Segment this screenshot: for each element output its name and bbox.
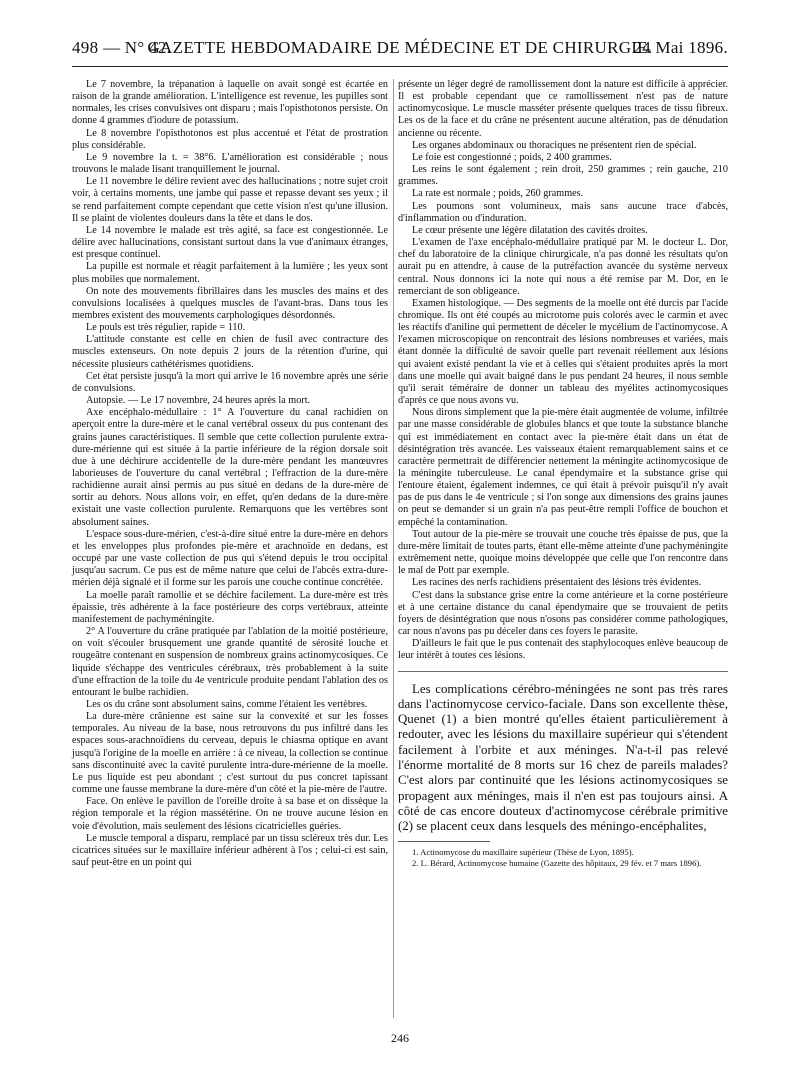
- paragraph: Les racines des nerfs rachidiens présentaient des lésions très évidentes.: [412, 577, 702, 589]
- paragraph: Le 11 novembre le délire revient avec des hallucinations ; notre sujet croit voir, à certains moments, une jambe qui passe et repasse devant ses yeux ; il se rend parfaitement compte cependant que cette vision n'est qu'une illusion. Il se plaint de violentes douleurs dans la tête et dans le dos.: [72, 176, 388, 224]
- histology-paragraph: Examen histologique. — Des segments de la moelle ont été durcis par l'acide chromique. Ils ont été coupés au microtome puis colorés avec le carmin et avec les réactifs d'aniline qui permettent de déceler le mycélium de l'actinomycose. A l'examen microscopique on rencontrait des lésions nombreuses et variées, mais étant donnée la difficulté de savoir quelle part revenait réellement aux lésions qui avaient existé pendant la vie et à celles qui s'étaient produites après la mort dans une moelle qui avait baigné dans le pus pendant 24 heures, il nous semble qu'il serait téméraire de donner un tableau des myélites actinomycosiques d'après ce que nous avons vu.: [398, 297, 728, 407]
- paragraph: La pupille est normale et réagit parfaitement à la lumière ; les yeux sont plus mobiles que normalement.: [72, 261, 388, 285]
- header-rule: [72, 66, 728, 67]
- paragraph: Les organes abdominaux ou thoraciques ne présentent rien de spécial.: [412, 139, 697, 151]
- paragraph: Le 7 novembre, la trépanation à laquelle on avait songé est écartée en raison de la grande amélioration. L'intelligence est revenue, les pupilles sont normales, les crises convulsives ont disparu ; mais l'opisthotonos persiste. On donne 4 grammes d'iodure de potassium.: [72, 79, 388, 127]
- left-column: [72, 79, 388, 869]
- paragraph: Axe encéphalo-médullaire : 1° A l'ouverture du canal rachidien on aperçoit entre la dure-mère et le canal vertébral osseux du pus contenant des grains jaunes caractéristiques. Il semble que cette collection purulente extra-dure-mérienne qui est située à la partie inférieure de la région dorsale soit due à une déchirure accidentelle de la dure-mère pendant les manœuvres laborieuses de l'ouverture du canal vertébral ; l'effraction de la dure-mère rachidienne aurait ainsi permis au pus situé en dedans de la dure-mère de sortir au dehors. Nous allons voir, en effet, qu'en dedans de la dure-mère existait une vaste collection purulente. Remarquons que les vertèbres sont absolument saines.: [72, 407, 388, 528]
- paragraph: On note des mouvements fibrillaires dans les muscles des mains et des convulsions localisées à quelques muscles de l'avant-bras. Dans tous les membres existent des mouvements carphologiques désordonnés.: [72, 285, 388, 321]
- paragraph: Le muscle temporal a disparu, remplacé par un tissu scléreux très dur. Les cicatrices situées sur le maxillaire inférieur adhèrent à l'os ; celui-ci est sain, sauf peut-être en un point qui: [72, 832, 388, 868]
- footnote: 1. Actinomycose du maxillaire supérieur (Thèse de Lyon, 1895).: [412, 847, 634, 858]
- paragraph: Le 8 novembre l'opisthotonos est plus accentué et l'état de prostration plus considérable.: [72, 127, 388, 151]
- paragraph: C'est dans la substance grise entre la corne antérieure et la corne postérieure et à une certaine distance du canal épendymaire que se trouvaient de petits foyers de désintégration que nous n'osons pas considérer comme pathologiques, car nous n'avons pas pu déceler dans ces foyers le parasite.: [398, 589, 728, 638]
- paragraph: Le 14 novembre le malade est très agité, sa face est congestionnée. Le délire avec hallucinations, consistant surtout dans la vue d'animaux étranges, est presque continuel.: [72, 224, 388, 261]
- paragraph: L'examen de l'axe encéphalo-médullaire pratiqué par M. le docteur L. Dor, chef du laboratoire de la clinique chirurgicale, n'a pas donné les résultats qu'on aurait pu en attendre, à cause de la putréfaction avancée du système nerveux central. Nous donnons ici la note qui nous a été remise par M. Dor, en le remerciant de son obligeance.: [398, 237, 728, 297]
- paragraph: La dure-mère crânienne est saine sur la convexité et sur les fosses temporales. Au niveau de la base, nous retrouvons du pus infiltré dans les espaces sous-arachnoïdiens du cerveau, depuis le chiasma optique en avant jusqu'à l'origine de la moelle en arrière : à ce niveau, la collection se continue sans discontinuité avec la cavité purulente intra-dure-mérienne de la moelle. Le pus liquide est peu abondant ; c'est surtout du pus concret tapissant comme une fausse membrane la dure-mère d'un côté et la pie-mère de l'autre.: [72, 711, 388, 796]
- issue-date: 24 Mai 1896.: [633, 38, 728, 57]
- paragraph: Le pouls est très régulier, rapide = 110.: [86, 322, 246, 334]
- paragraph: Le 9 novembre la t. = 38°6. L'amélioration est considérable ; nous trouvons le malade lisant tranquillement le journal.: [72, 151, 388, 176]
- page-number: 246: [391, 1031, 409, 1045]
- paragraph: Tout autour de la pie-mère se trouvait une couche très épaisse de pus, que la dure-mère limitait de toutes parts, étant elle-même atteinte d'une pachyméningite extrêmement nette, quoique moins développée que celle que l'on rencontre dans le mal de Pott par exemple.: [398, 528, 728, 577]
- header-page-number: 498 — N° 42.: [72, 38, 172, 57]
- footnote: 2. L. Bérard, Actinomycose humaine (Gazette des hôpitaux, 29 fév. et 7 mars 1896).: [412, 857, 702, 868]
- paragraph: présente un léger degré de ramollissement dont la nature est difficile à apprécier. Il est probable cependant que ce ramollissement n'est pas de nature actinomycosique. Le muscle masséter présente quelques traces de tissu fibreux. Les os de la face et du crâne ne présentent aucune altération, pas de dénudation ancienne ou récente.: [398, 79, 728, 139]
- paragraph: L'espace sous-dure-mérien, c'est-à-dire situé entre la dure-mère en dehors et les enveloppes plus profondes pie-mère et arachnoïde en dedans, est occupé par une vaste collection de pus qui s'étend depuis le trou occipital jusqu'au sacrum. Ce pus est de même nature que celui de l'abcès extra-dure-mérien déjà signalé et il forme sur les parois une couche continue concrétée.: [72, 528, 388, 589]
- paragraph: Le cœur présente une légère dilatation des cavités droites.: [412, 224, 648, 236]
- paragraph: Les poumons sont volumineux, mais sans aucune trace d'abcès, d'inflammation ou d'induration.: [398, 200, 728, 224]
- footnote-rule: [398, 841, 490, 842]
- section-separator: [398, 671, 728, 672]
- paragraph: Cet état persiste jusqu'à la mort qui arrive le 16 novembre après une série de convulsions.: [72, 370, 388, 394]
- running-header: [72, 38, 728, 64]
- autopsy-heading: Autopsie. — Le 17 novembre, 24 heures après la mort.: [86, 395, 311, 407]
- paragraph: Face. On enlève le pavillon de l'oreille droite à sa base et on dissèque la région temporale et la région massétérine. On ne trouve aucune lésion en voie d'évolution, mais seulement des lésions cicatricielles guéries.: [72, 796, 388, 832]
- main-text-paragraph: Les complications cérébro-méningées ne sont pas très rares dans l'actinomycose cervico-faciale. Dans son excellente thèse, Quenet (1) a bien montré qu'elles étaient particulièrement à redouter, avec les lésions du maxillaire supérieur qui s'étendent facilement à l'orbite et aux méninges. N'a-t-il pas relevé l'énorme mortalité de 8 morts sur 16 chez de pareils malades? C'est alors par continuité que les lésions actinomycosiques se propagent aux méninges, mais il n'en est pas toujours ainsi. A côté de cas encore douteux d'actinomycose cérébrale primitive (2) se placent ceux dans lesquels des méningo-encéphalites,: [398, 681, 728, 834]
- column-divider: [393, 79, 394, 1018]
- paragraph: D'ailleurs le fait que le pus contenait des staphylocoques enlève beaucoup de leur intérêt à toutes ces lésions.: [398, 638, 728, 662]
- paragraph: 2° A l'ouverture du crâne pratiquée par l'ablation de la moitié postérieure, on voit s'écouler brusquement une grande quantité de sérosité louche et rougeâtre contenant en suspension de nombreux grains actinomycosiques. Ce liquide s'échappe des ventricules cérébraux, très probablement à la suite d'une effraction de la toile du 4e ventricule produite pendant l'ablation des os entourant le bulbe rachidien.: [72, 626, 388, 698]
- paragraph: La moelle paraît ramollie et se déchire facilement. La dure-mère est très épaissie, très adhérente à la face postérieure des corps vertébraux, atteinte manifestement de pachyméningite.: [72, 589, 388, 625]
- paragraph: Le foie est congestionné ; poids, 2 400 grammes.: [412, 151, 612, 163]
- right-column: [398, 79, 728, 868]
- journal-title: GAZETTE HEBDOMADAIRE DE MÉDECINE ET DE CHIRURGIE.: [147, 38, 653, 57]
- paragraph: L'attitude constante est celle en chien de fusil avec contracture des muscles extenseurs. On note depuis 2 jours de la rétention d'urine, qui nécessite plusieurs cathétérismes quotidiens.: [72, 334, 388, 370]
- paragraph: Les os du crâne sont absolument sains, comme l'étaient les vertèbres.: [86, 698, 368, 710]
- paragraph: Les reins le sont également ; rein droit, 250 grammes ; rein gauche, 210 grammes.: [398, 164, 728, 188]
- paragraph: Nous dirons simplement que la pie-mère était augmentée de volume, infiltrée par une masse considérable de globules blancs et que toute la substance blanche qui est immédiatement en contact avec la pie-mère était dans un état de désintégration très avancée. Les vaisseaux étaient remarquablement sains et ce caractère permettrait de différencier nettement la méningite actinomycosique de la méningite tuberculeuse. Le canal épendymaire et la substance grise qui l'entoure étaient, également indemnes, ce qui était à prévoir puisqu'il n'y avait pas de pus dans le 4e ventricule ; si l'on songe aux dimensions des grains jaunes on peut se demander si un grain n'a pas peut-être rempli l'office de bouchon et empêché la contamination.: [398, 407, 728, 528]
- paragraph: La rate est normale ; poids, 260 grammes.: [412, 188, 584, 200]
